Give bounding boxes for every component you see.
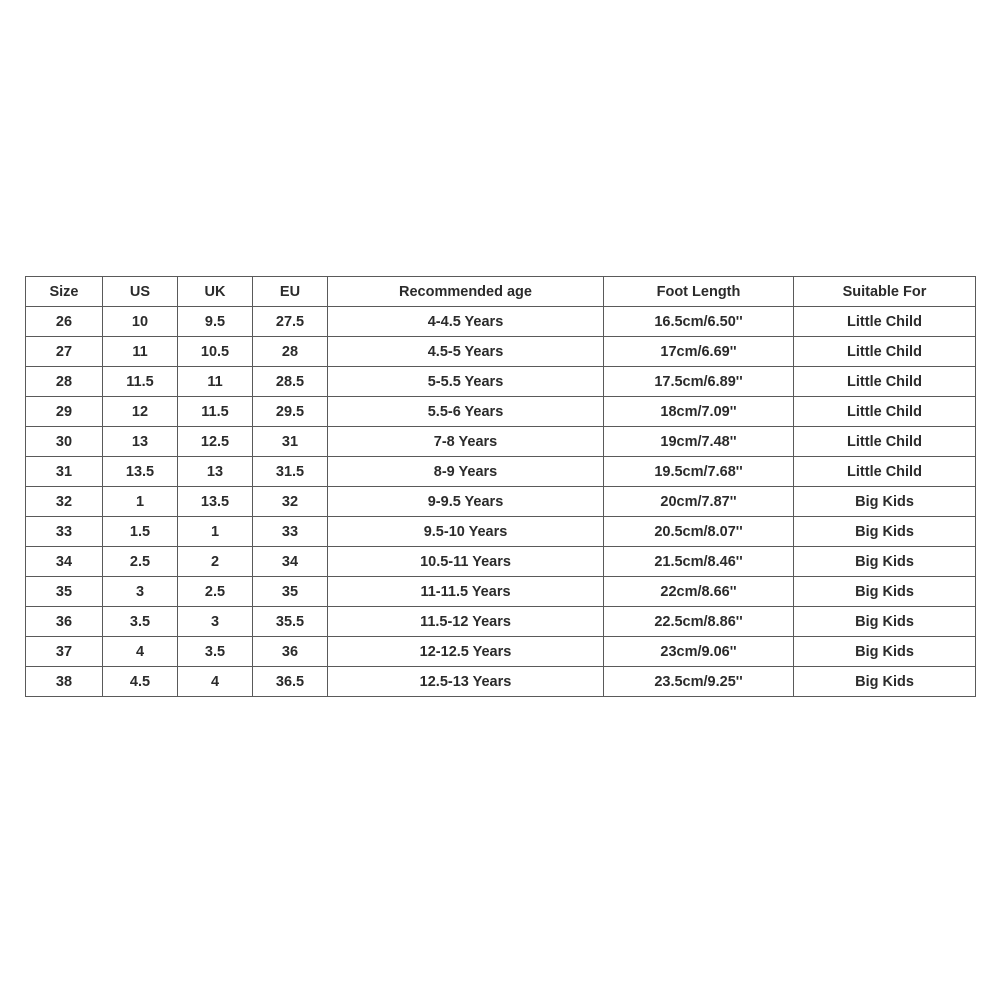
cell-recommended-age: 10.5-11 Years xyxy=(328,547,604,577)
cell-size: 34 xyxy=(26,547,103,577)
cell-recommended-age: 11.5-12 Years xyxy=(328,607,604,637)
header-suitable-for: Suitable For xyxy=(794,277,976,307)
cell-size: 27 xyxy=(26,337,103,367)
cell-us: 3.5 xyxy=(103,607,178,637)
table-row xyxy=(26,487,976,517)
cell-foot-length: 21.5cm/8.46'' xyxy=(604,547,794,577)
cell-foot-length: 23.5cm/9.25'' xyxy=(604,667,794,697)
cell-foot-length: 16.5cm/6.50'' xyxy=(604,307,794,337)
cell-eu: 33 xyxy=(253,517,328,547)
cell-suitable-for: Little Child xyxy=(794,397,976,427)
cell-size: 28 xyxy=(26,367,103,397)
cell-size: 29 xyxy=(26,397,103,427)
table-row xyxy=(26,577,976,607)
cell-size: 38 xyxy=(26,667,103,697)
cell-size: 37 xyxy=(26,637,103,667)
header-uk: UK xyxy=(178,277,253,307)
cell-suitable-for: Big Kids xyxy=(794,577,976,607)
cell-us: 4 xyxy=(103,637,178,667)
cell-recommended-age: 9.5-10 Years xyxy=(328,517,604,547)
cell-recommended-age: 4.5-5 Years xyxy=(328,337,604,367)
table-row xyxy=(26,607,976,637)
cell-eu: 29.5 xyxy=(253,397,328,427)
table-row xyxy=(26,637,976,667)
cell-size: 31 xyxy=(26,457,103,487)
header-size: Size xyxy=(26,277,103,307)
cell-size: 32 xyxy=(26,487,103,517)
cell-eu: 31.5 xyxy=(253,457,328,487)
cell-eu: 34 xyxy=(253,547,328,577)
cell-foot-length: 20cm/7.87'' xyxy=(604,487,794,517)
cell-us: 11 xyxy=(103,337,178,367)
cell-suitable-for: Little Child xyxy=(794,457,976,487)
cell-eu: 32 xyxy=(253,487,328,517)
cell-uk: 9.5 xyxy=(178,307,253,337)
cell-uk: 2 xyxy=(178,547,253,577)
cell-size: 33 xyxy=(26,517,103,547)
cell-eu: 27.5 xyxy=(253,307,328,337)
table-row xyxy=(26,397,976,427)
size-chart-table xyxy=(25,276,976,697)
cell-recommended-age: 5.5-6 Years xyxy=(328,397,604,427)
table-row xyxy=(26,367,976,397)
cell-foot-length: 20.5cm/8.07'' xyxy=(604,517,794,547)
cell-suitable-for: Little Child xyxy=(794,337,976,367)
cell-us: 1.5 xyxy=(103,517,178,547)
cell-us: 4.5 xyxy=(103,667,178,697)
cell-uk: 3 xyxy=(178,607,253,637)
cell-recommended-age: 12.5-13 Years xyxy=(328,667,604,697)
cell-eu: 31 xyxy=(253,427,328,457)
cell-us: 12 xyxy=(103,397,178,427)
cell-us: 2.5 xyxy=(103,547,178,577)
cell-foot-length: 17cm/6.69'' xyxy=(604,337,794,367)
cell-size: 35 xyxy=(26,577,103,607)
table-row xyxy=(26,307,976,337)
cell-us: 1 xyxy=(103,487,178,517)
cell-uk: 3.5 xyxy=(178,637,253,667)
cell-suitable-for: Big Kids xyxy=(794,607,976,637)
cell-suitable-for: Little Child xyxy=(794,367,976,397)
cell-eu: 28 xyxy=(253,337,328,367)
cell-suitable-for: Big Kids xyxy=(794,487,976,517)
cell-foot-length: 23cm/9.06'' xyxy=(604,637,794,667)
cell-suitable-for: Big Kids xyxy=(794,547,976,577)
cell-foot-length: 22cm/8.66'' xyxy=(604,577,794,607)
cell-us: 13 xyxy=(103,427,178,457)
cell-uk: 13.5 xyxy=(178,487,253,517)
cell-suitable-for: Big Kids xyxy=(794,667,976,697)
cell-uk: 10.5 xyxy=(178,337,253,367)
cell-size: 26 xyxy=(26,307,103,337)
cell-foot-length: 19.5cm/7.68'' xyxy=(604,457,794,487)
cell-recommended-age: 7-8 Years xyxy=(328,427,604,457)
cell-eu: 28.5 xyxy=(253,367,328,397)
table-row xyxy=(26,427,976,457)
cell-foot-length: 18cm/7.09'' xyxy=(604,397,794,427)
cell-us: 10 xyxy=(103,307,178,337)
cell-uk: 4 xyxy=(178,667,253,697)
cell-suitable-for: Big Kids xyxy=(794,637,976,667)
cell-uk: 12.5 xyxy=(178,427,253,457)
cell-eu: 35.5 xyxy=(253,607,328,637)
cell-eu: 35 xyxy=(253,577,328,607)
cell-recommended-age: 12-12.5 Years xyxy=(328,637,604,667)
header-us: US xyxy=(103,277,178,307)
cell-suitable-for: Little Child xyxy=(794,307,976,337)
cell-uk: 13 xyxy=(178,457,253,487)
cell-foot-length: 22.5cm/8.86'' xyxy=(604,607,794,637)
cell-us: 13.5 xyxy=(103,457,178,487)
table-row xyxy=(26,457,976,487)
table-row xyxy=(26,337,976,367)
cell-uk: 2.5 xyxy=(178,577,253,607)
cell-uk: 1 xyxy=(178,517,253,547)
table-row xyxy=(26,547,976,577)
header-recommended-age: Recommended age xyxy=(328,277,604,307)
cell-size: 30 xyxy=(26,427,103,457)
cell-eu: 36 xyxy=(253,637,328,667)
cell-foot-length: 17.5cm/6.89'' xyxy=(604,367,794,397)
header-row xyxy=(26,277,976,307)
cell-eu: 36.5 xyxy=(253,667,328,697)
size-chart-body xyxy=(26,307,976,697)
header-eu: EU xyxy=(253,277,328,307)
cell-recommended-age: 8-9 Years xyxy=(328,457,604,487)
cell-uk: 11.5 xyxy=(178,397,253,427)
cell-recommended-age: 11-11.5 Years xyxy=(328,577,604,607)
cell-suitable-for: Big Kids xyxy=(794,517,976,547)
cell-us: 3 xyxy=(103,577,178,607)
cell-recommended-age: 5-5.5 Years xyxy=(328,367,604,397)
table-row xyxy=(26,667,976,697)
cell-recommended-age: 4-4.5 Years xyxy=(328,307,604,337)
cell-recommended-age: 9-9.5 Years xyxy=(328,487,604,517)
cell-uk: 11 xyxy=(178,367,253,397)
table-row xyxy=(26,517,976,547)
header-foot-length: Foot Length xyxy=(604,277,794,307)
cell-foot-length: 19cm/7.48'' xyxy=(604,427,794,457)
cell-us: 11.5 xyxy=(103,367,178,397)
cell-size: 36 xyxy=(26,607,103,637)
cell-suitable-for: Little Child xyxy=(794,427,976,457)
